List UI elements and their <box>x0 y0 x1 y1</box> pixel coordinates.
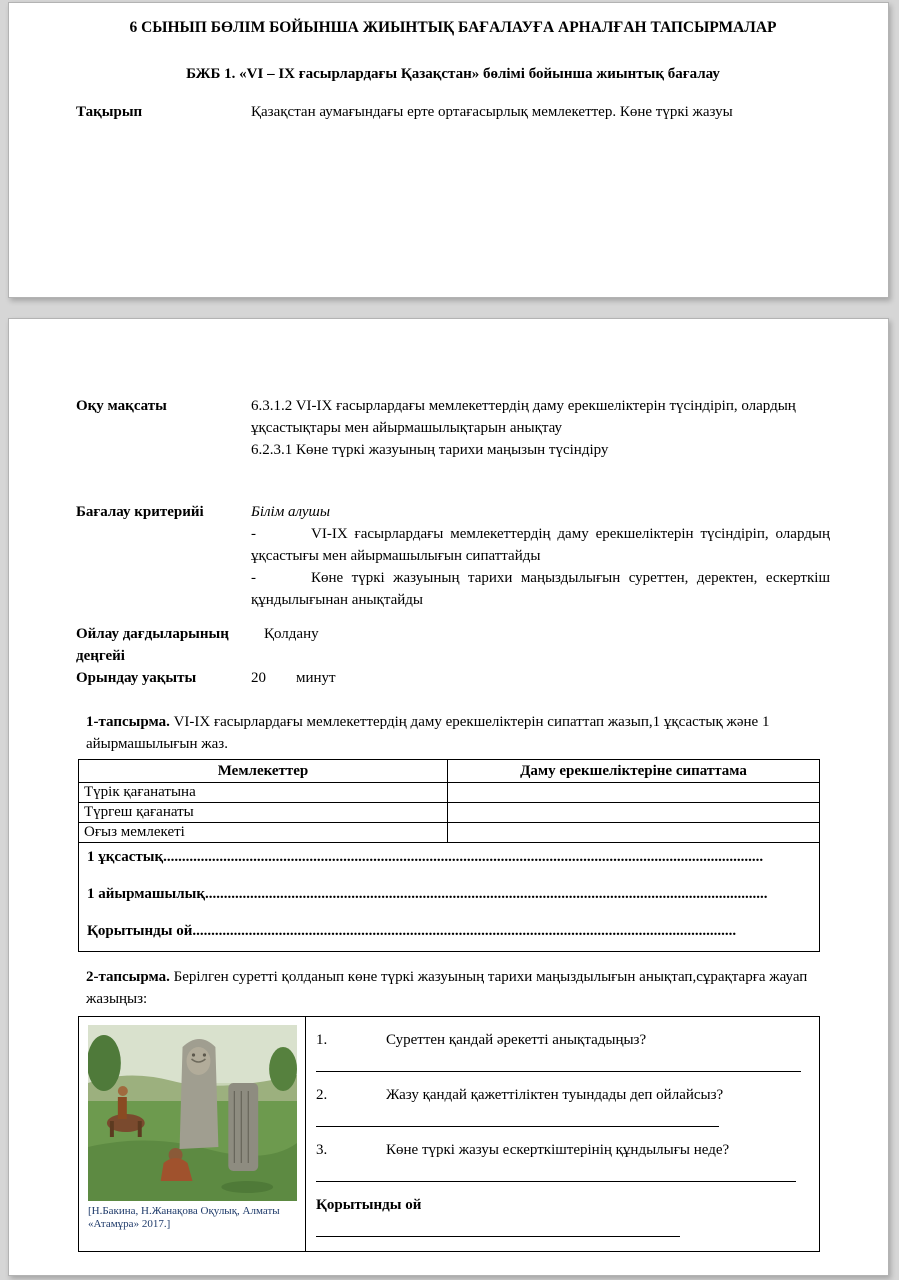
difference-label: 1 айырмашылық <box>87 886 205 902</box>
answer-line-2 <box>316 1126 719 1127</box>
table-row <box>79 803 820 823</box>
question-2-number: 2. <box>316 1087 328 1103</box>
picture-question-table <box>78 1016 820 1252</box>
question-2 <box>316 1084 801 1106</box>
answer-line-1 <box>316 1071 801 1072</box>
criteria-bullet-1-text: VI-IX ғасырлардағы мемлекеттердің даму ерекшеліктерін түсіндіріп, олардың ұқсастығы мен айырмашылығын сипаттайды <box>251 526 830 564</box>
questions-cell <box>306 1017 819 1251</box>
dot-leader: ................................................................................................................................................................ <box>163 849 764 865</box>
description-input-cell <box>448 783 820 803</box>
answer-line-3 <box>316 1181 796 1182</box>
task-1-paragraph <box>86 711 830 755</box>
learning-objective-label: Оқу мақсаты <box>76 398 167 414</box>
states-column-header: Мемлекеттер <box>79 760 448 783</box>
image-source-caption: [Н.Бакина, Н.Жанақова Оқулық, Алматы «Атамұра» 2017.] <box>88 1205 280 1230</box>
similarity-dotted-line <box>87 846 811 868</box>
document-title: 6 СЫНЫП БӨЛІМ БОЙЫНША ЖИЫНТЫҚ БАҒАЛАУҒА АРНАЛҒАН ТАПСЫРМАЛАР <box>129 19 777 36</box>
topic-value: Қазақстан аумағындағы ерте ортағасырлық мемлекеттер. Көне түркі жазуы <box>251 104 733 120</box>
description-input-cell <box>448 803 820 823</box>
question-1-text: Суреттен қандай әрекетті анықтадыңыз? <box>386 1032 647 1048</box>
states-comparison-table <box>78 759 820 952</box>
duration-row <box>76 667 830 689</box>
bullet-dash: - <box>251 526 256 542</box>
criteria-bullet-1 <box>251 523 830 567</box>
question-1 <box>316 1029 801 1051</box>
table-header-row <box>79 760 820 783</box>
ancient-turkic-stelae-illustration <box>88 1025 297 1201</box>
question-1-number: 1. <box>316 1032 328 1048</box>
task-2-number: 2-тапсырма. <box>86 969 170 985</box>
duration-unit: минут <box>296 670 336 686</box>
learning-objective-item-2: 6.2.3.1 Көне түркі жазуының тарихи маңызын түсіндіру <box>251 442 609 458</box>
duration-label: Орындау уақыты <box>76 670 197 686</box>
criteria-bullet-2-text: Көне түркі жазуының тарихи маңыздылығын суреттен, деректен, ескерткіш құндылығынан анықтайды <box>251 570 830 608</box>
assessment-subtitle: БЖБ 1. «VI – IX ғасырлардағы Қазақстан» бөлімі бойынша жиынтық бағалау <box>186 66 720 82</box>
assessment-criteria-value <box>251 501 830 611</box>
criteria-intro: Білім алушы <box>251 504 331 520</box>
duration-value-wrap <box>251 667 830 689</box>
learning-objective-value <box>251 395 830 461</box>
bullet-dash: - <box>251 570 256 586</box>
state-name-cell: Түргеш қағанаты <box>79 803 448 823</box>
question-3 <box>316 1139 801 1161</box>
document-page-1 <box>8 2 889 298</box>
table-answer-section-row <box>79 843 820 952</box>
dot-leader: ................................................................................................................................................. <box>192 923 737 939</box>
learning-objective-item-1: 6.3.1.2 VI-IX ғасырлардағы мемлекеттердің даму ерекшеліктерін түсіндіріп, олардың ұқсастықтары мен айырмашылықтарын анықтау <box>251 398 796 436</box>
dot-leader: ...................................................................................................................................................... <box>204 886 768 902</box>
conclusion-label: Қорытынды ой <box>87 923 193 939</box>
task-2-paragraph <box>86 966 830 1010</box>
similarity-label: 1 ұқсастық <box>87 849 164 865</box>
thinking-skills-value: Қолдану <box>264 626 319 642</box>
task-1-number: 1-тапсырма. <box>86 714 170 730</box>
criteria-bullet-2 <box>251 567 830 611</box>
conclusion-heading: Қорытынды ой <box>316 1197 422 1213</box>
thinking-skills-row <box>76 623 830 667</box>
question-2-text: Жазу қандай қажеттіліктен туындады деп ойлайсыз? <box>386 1087 724 1103</box>
assessment-criteria-label: Бағалау критерийі <box>76 504 204 520</box>
thinking-skills-label: Ойлау дағдыларының деңгейі <box>76 626 229 664</box>
document-page-2 <box>8 318 889 1276</box>
conclusion-dotted-line <box>87 920 811 942</box>
page-2-content <box>9 319 888 1252</box>
learning-objective-row <box>76 395 830 461</box>
task-2-text: Берілген суретті қолданып көне түркі жазуының тарихи маңыздылығын анықтап,сұрақтарға жауап жазыңыз: <box>86 969 808 1007</box>
state-name-cell: Оғыз мемлекеті <box>79 823 448 843</box>
state-name-cell: Түрік қағанатына <box>79 783 448 803</box>
topic-row <box>76 101 830 123</box>
answer-line-conclusion <box>316 1236 680 1237</box>
assessment-criteria-row <box>76 501 830 611</box>
table-row <box>79 823 820 843</box>
difference-dotted-line <box>87 883 811 905</box>
page-1-content <box>9 3 888 123</box>
description-input-cell <box>448 823 820 843</box>
task-1-text: VI-IX ғасырлардағы мемлекеттердің даму ерекшеліктерін сипаттап жазып,1 ұқсастық және 1 айырмашылығын жаз. <box>86 714 770 752</box>
question-3-text: Көне түркі жазуы ескерткіштерінің құндылығы неде? <box>386 1142 730 1158</box>
answer-section-cell <box>79 843 820 952</box>
picture-cell <box>79 1017 306 1251</box>
question-3-number: 3. <box>316 1142 328 1158</box>
topic-label: Тақырып <box>76 104 143 120</box>
description-column-header: Даму ерекшеліктеріне сипаттама <box>448 760 820 783</box>
duration-value: 20 <box>251 670 266 686</box>
table-row <box>79 783 820 803</box>
